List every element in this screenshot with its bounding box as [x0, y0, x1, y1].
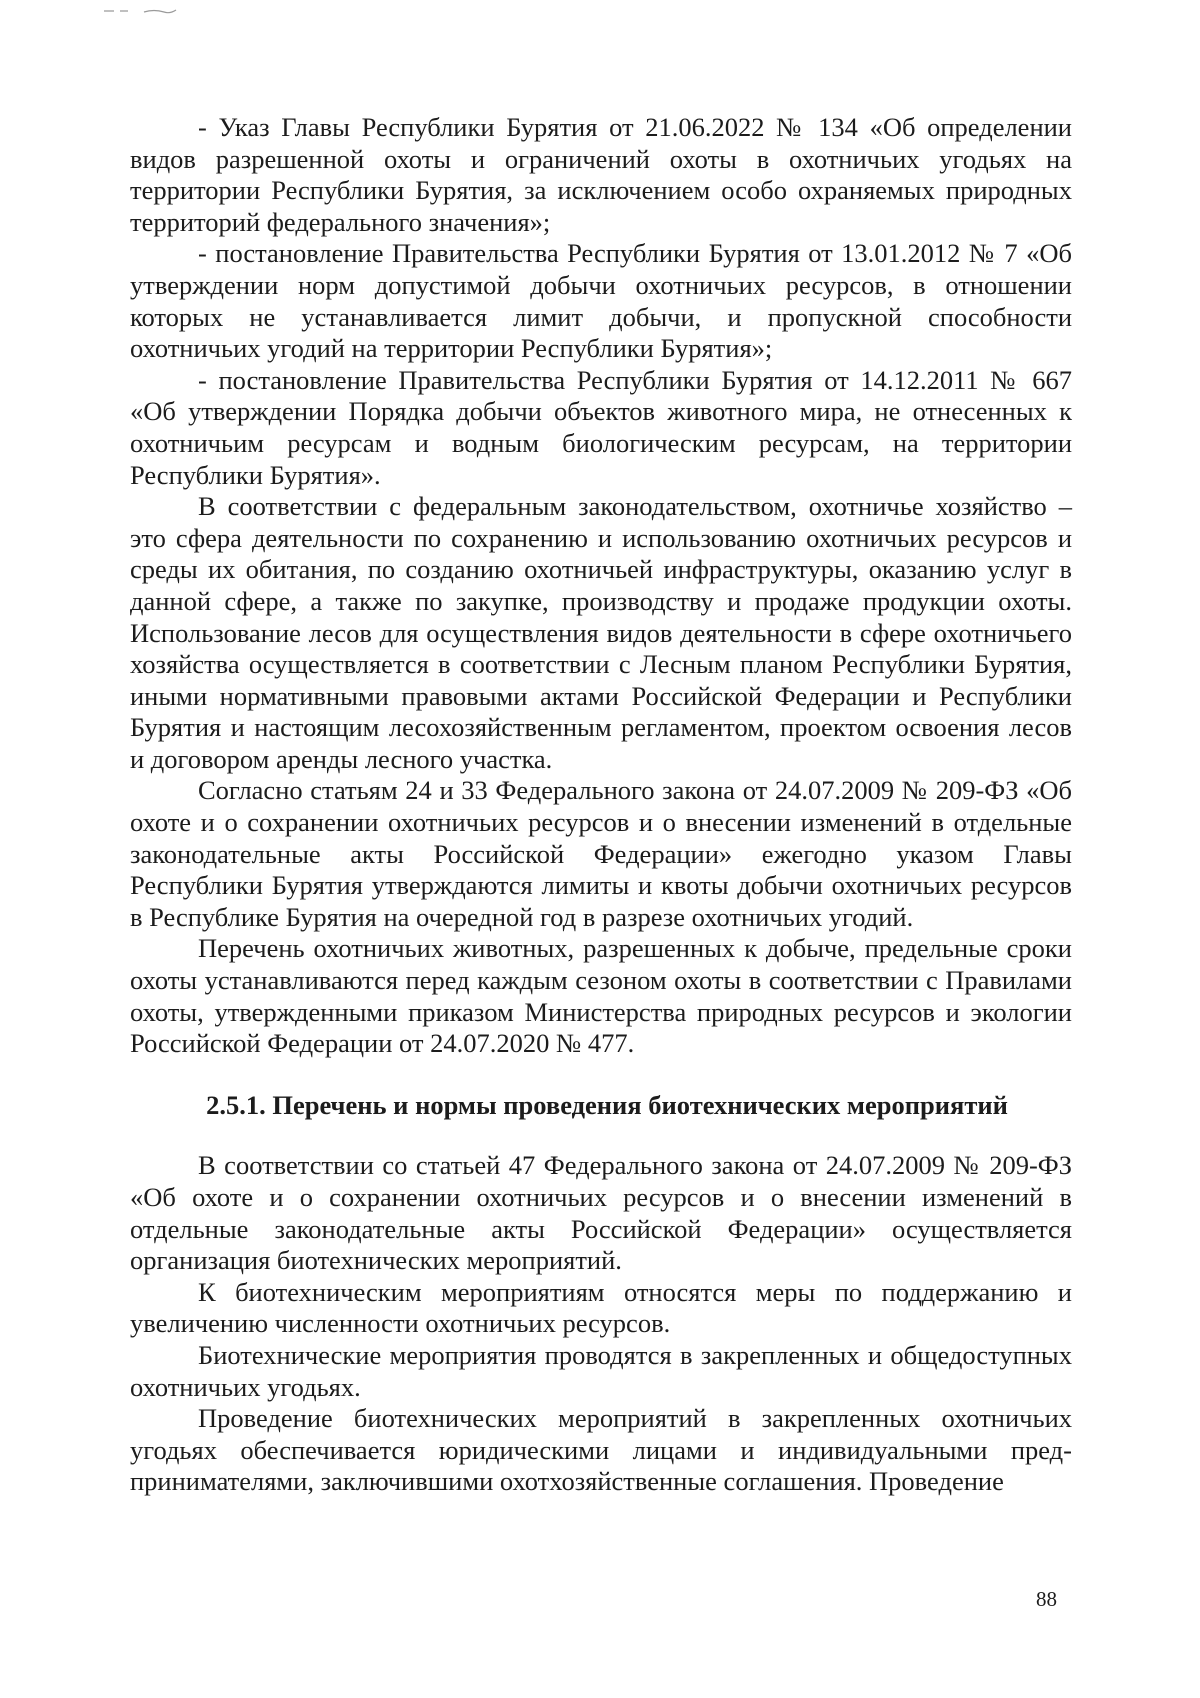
paragraph-hunting-economy: В соответствии с федеральным законодательством, охотничье хозяйство – это сфера деятельности по сохранению и использованию охотничьих ресурсов и среды их обитания, по созданию охотничьей инфраструктуры, оказанию услуг в данной сфере, а также по закупке, производству и продаже продукции охоты. Использование лесов для осуществления видов деятельности в сфере охотничьего хозяйства осуществляется в соответствии с Лесным планом Республики Бурятия, иными нормативными правовыми актами Российской Федерации и Республики Бурятия и настоящим лесохозяйственным регламентом, проектом освоения лесов и договором аренды лесного участка. — [130, 491, 1072, 774]
paragraph-resolution-2011: - постановление Правительства Республики Бурятия от 14.12.2011 № 667 «Об утверждении Порядка добычи объектов животного мира, не отнесенных к охотничьим ресурсам и водным биологическим ресурсам, на территории Республики Бурятия». — [130, 364, 1072, 490]
page-number: 88 — [1036, 1587, 1057, 1611]
paragraph-hunting-rules: Перечень охотничьих животных, разрешенных к добыче, предельные сроки охоты устанавливаются перед каждым сезоном охоты в соответствии с Правилами охоты, утвержденными приказом Министерства природных ресурсов и экологии Российской Федерации от 24.07.2020 № 477. — [130, 933, 1072, 1059]
paragraph-biotech-locations: Биотехнические мероприятия проводятся в закрепленных и общедоступных охотничьих угодьях. — [130, 1339, 1072, 1402]
section-heading: 2.5.1. Перечень и нормы проведения биотехнических мероприятий — [206, 1089, 1008, 1120]
paragraph-biotech-providers: Проведение биотехнических мероприятий в закрепленных охотничьих угодьях обеспечивается юридическими лицами и индивидуальными предпринимателями, заключившими охотхозяйственные соглашения. Проведение — [130, 1403, 1072, 1497]
paragraph-decree-2022: - Указ Главы Республики Бурятия от 21.06.2022 № 134 «Об определении видов разрешенной охоты и ограничений охоты в охотничьих угодьях на территории Республики Бурятия, за исключением особо охраняемых природных территорий федерального значения»; — [130, 112, 1072, 237]
paragraph-article-47: В соответствии со статьей 47 Федерального закона от 24.07.2009 № 209-ФЗ «Об охоте и о сохранении охотничьих ресурсов и о внесении изменений в отдельные законодательные акты Российской Федерации» осуществляется организация биотехнических мероприятий. — [130, 1150, 1072, 1276]
scan-artifact — [104, 8, 194, 14]
paragraph-biotech-measures: К биотехническим мероприятиям относятся меры по поддержанию и увеличению численности охотничьих ресурсов. — [130, 1276, 1072, 1339]
paragraph-limits-quotas: Согласно статьям 24 и 33 Федерального закона от 24.07.2009 № 209-ФЗ «Об охоте и о сохранении охотничьих ресурсов и о внесении изменений в отдельные законодательные акты Российской Федерации» ежегодно указом Главы Республики Бурятия утверждаются лимиты и квоты добычи охотничьих ресурсов в Республике Бурятия на очередной год в разрезе охотничьих угодий. — [130, 775, 1072, 932]
paragraph-resolution-2012: - постановление Правительства Республики Бурятия от 13.01.2012 № 7 «Об утверждении норм допустимой добычи охотничьих ресурсов, в отношении которых не устанавливается лимит добычи, и пропускной способности охотничьих угодий на территории Республики Бурятия»; — [130, 238, 1072, 364]
document-page — [130, 112, 1072, 1498]
